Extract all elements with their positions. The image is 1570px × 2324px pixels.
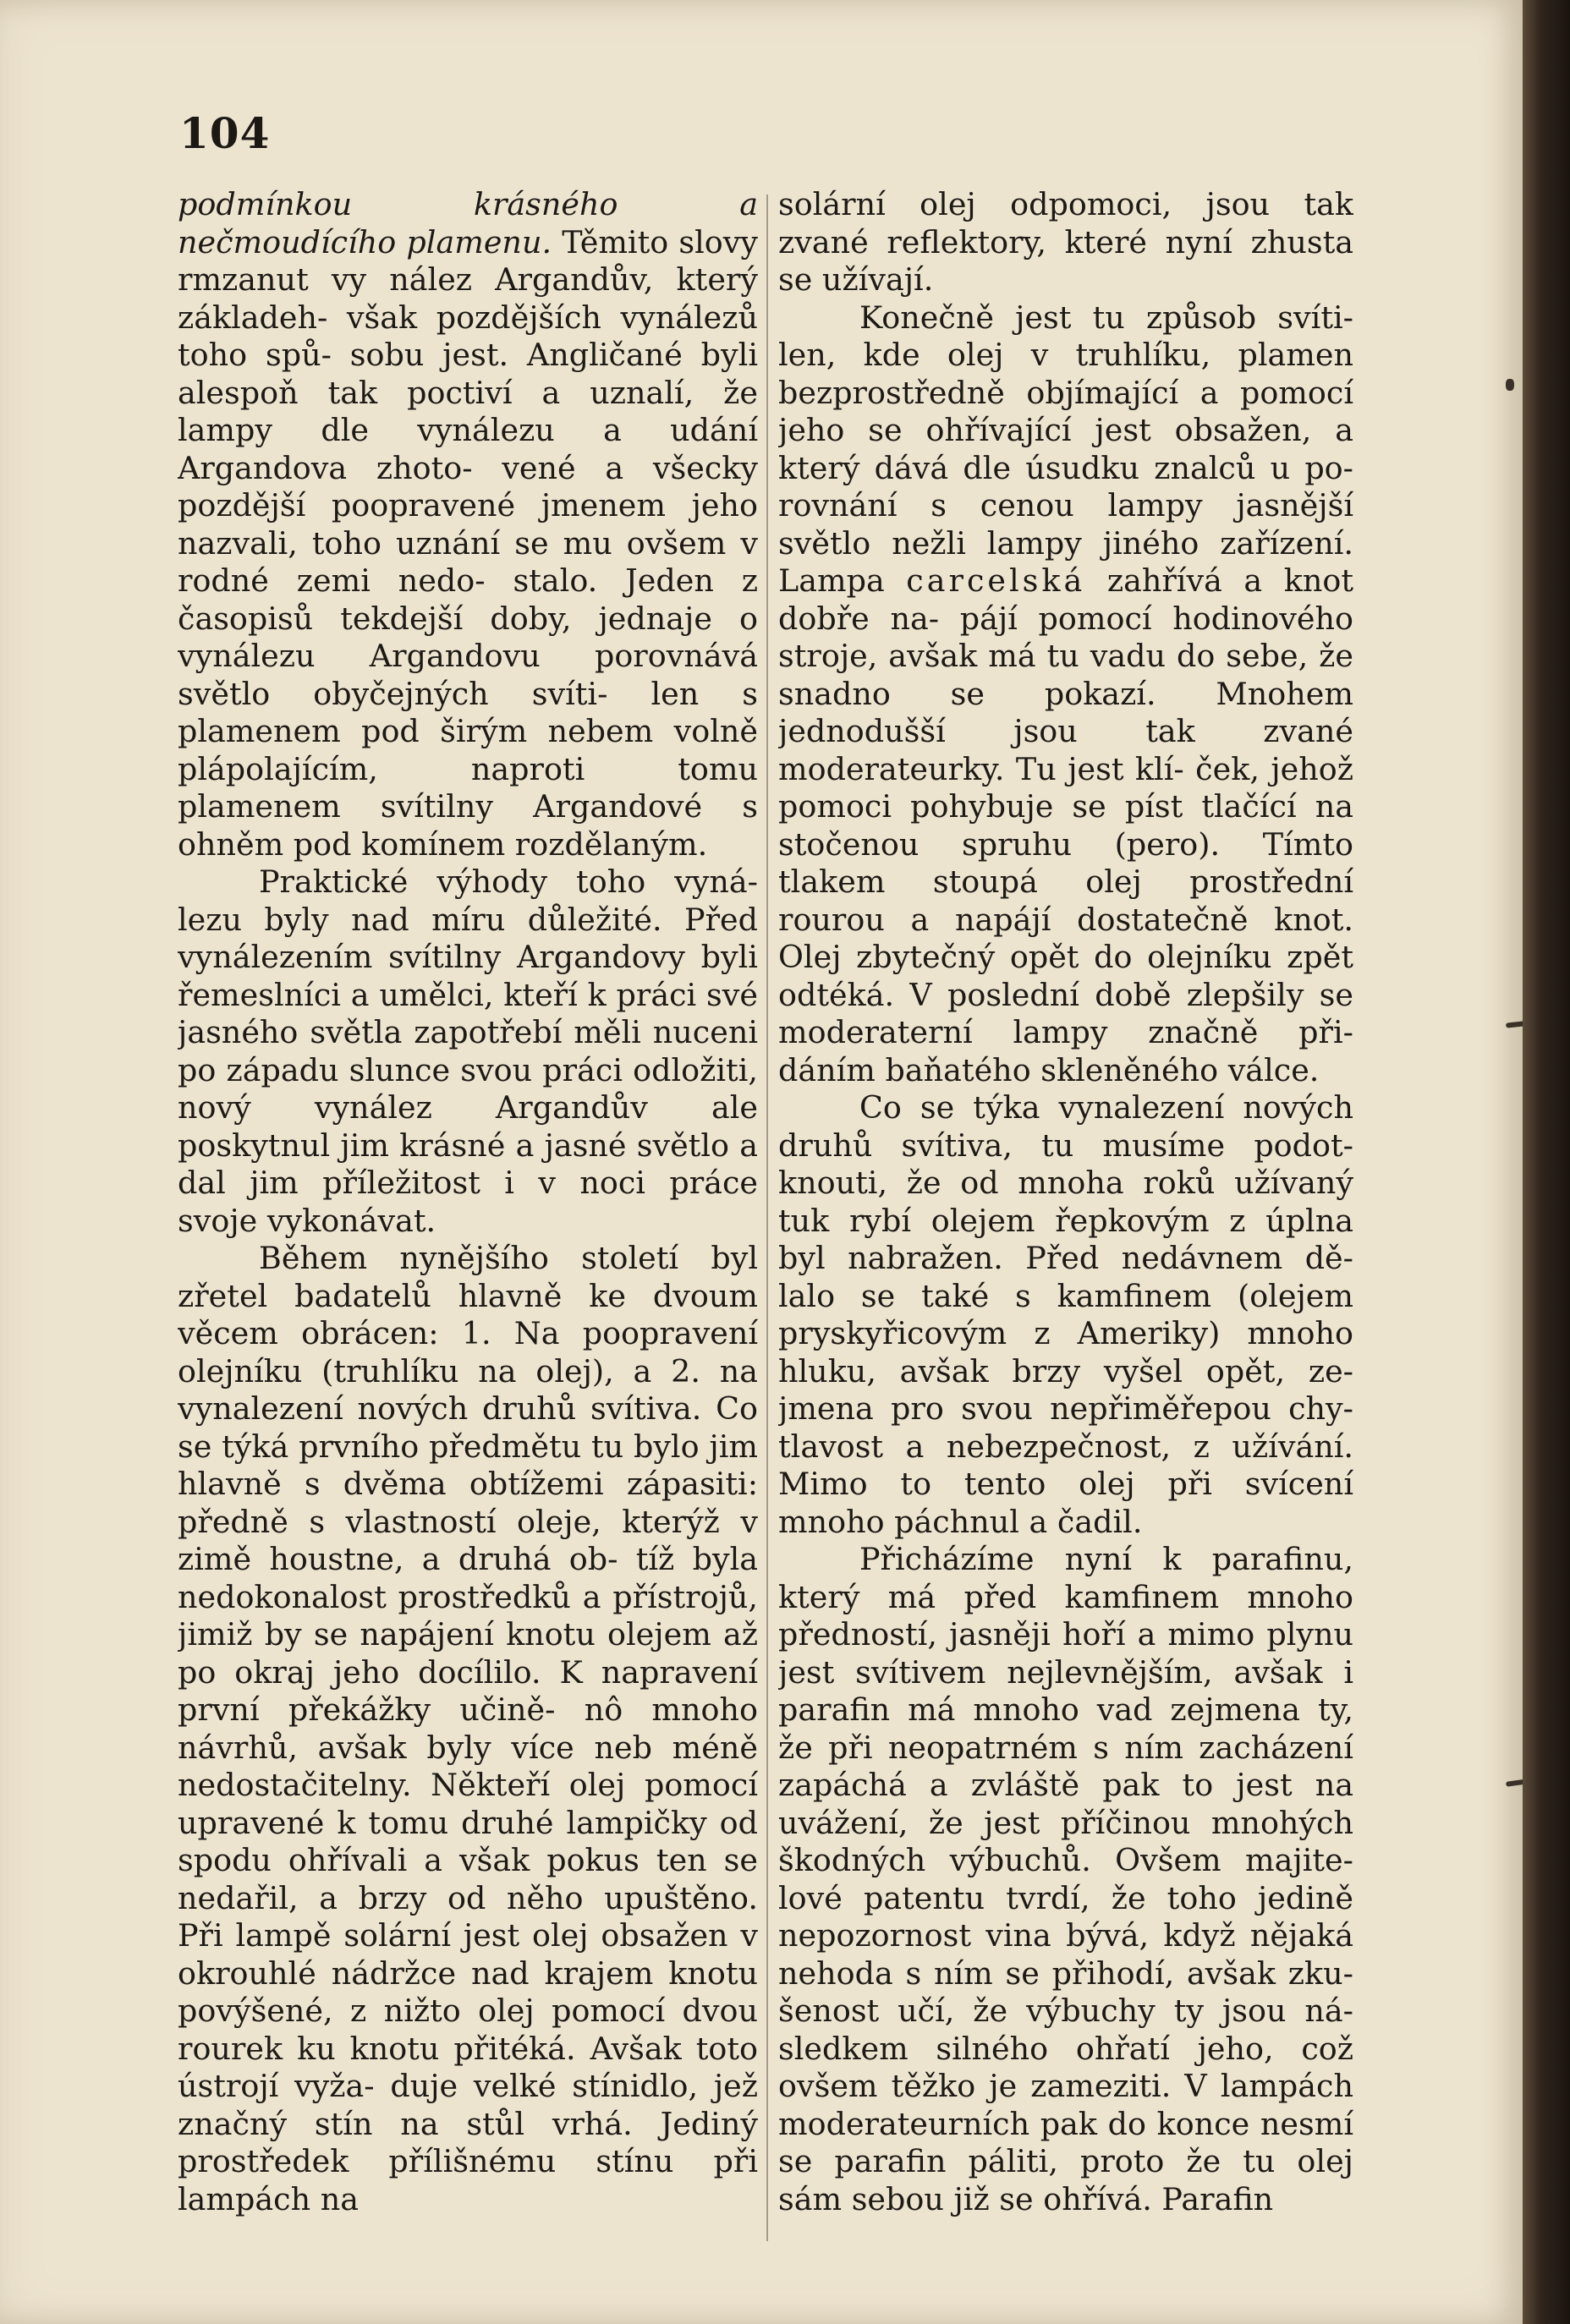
right-paragraph-3: Co se týka vynalezení nových druhů svítiva, tu musíme podot- knouti, že od mnoha roků užívaný tuk rybí olejem řepkovým z úplna byl nabražen. Před nedávnem dě- lalo se také s kamfinem (olejem pryskyřicovým z Ameriky) mnoho hluku, avšak brzy vyšel opět, ze- jmena pro svou nepřiměřepou chy- tlavost a nebezpečnost, z užívání. Mimo to tento olej při svícení mnoho páchnul a čadil.	[778, 1089, 1353, 1540]
right-paragraph-4: Přicházíme nyní k parafinu, který má před kamfinem mnoho předností, jasněji hoří a mimo plynu jest svítivem nejlevnějším, avšak i parafin má mnoho vad zejmena ty, že při neopatrném s ním zacházení zapáchá a zvláště pak to jest na uvážení, že jest příčinou mnohých škodných výbuchů. Ovšem majite- lové patentu tvrdí, že toho jedině nepozornost vina bývá, když nějaká nehoda s ním se přihodí, avšak zku- šenost učí, že výbuchy ty jsou ná- sledkem silného ohřatí jeho, což ovšem těžko je zameziti. V lampách moderateurních pak do konce nesmí se parafin páliti, proto že tu olej sám sebou již se ohřívá. Parafin	[778, 1541, 1353, 2217]
left-paragraph-1	[178, 186, 758, 863]
book-spine-edge	[1523, 0, 1570, 2324]
right-paragraph-1: solární olej odpomoci, jsou tak zvané reflektory, které nyní zhusta se užívají.	[778, 186, 1353, 298]
left-paragraph-3: Během nynějšího století byl zřetel badatelů hlavně ke dvoum věcem obrácen: 1. Na poopravení olejníku (truhlíku na olej), a 2. na vynalezení nových druhů svítiva. Co se týká prvního předmětu tu bylo jim hlavně s dvěma obtížemi zápasiti: předně s vlastností oleje, kterýž v zimě houstne, a druhá ob- tíž byla nedokonalost prostředků a přístrojů, jimiž by se napájení knotu olejem až po okraj jeho docílilo. K napravení první překážky učině- nô mnoho návrhů, avšak byly více neb méně nedostačitelny. Někteří olej pomocí upravené k tomu druhé lampičky od spodu ohřívali a však pokus ten se nedařil, a brzy od něho upuštěno. Při lampě solární jest olej obsažen v okrouhlé nádržce nad krajem knotu povýšené, z nižto olej pomocí dvou rourek ku knotu přitéká. Avšak toto ústrojí vyža- duje velké stínidlo, jež značný stín na stůl vrhá. Jediný prostředek přílišnému stínu při lampách na	[178, 1240, 758, 2217]
left-text-column	[178, 186, 758, 2250]
left-paragraph-1-text: Těmito slovy rmzanut vy nález Argandův, který základeh- však pozdějších vynálezů toho spů- sobu jest. Angličané byli alespoň tak poctiví a uznalí, že lampy dle vynálezu a udání Argandova zhoto- vené a všecky pozdější poopravené jmenem jeho nazvali, toho uznání se mu ovšem v rodné zemi nedo- stalo. Jeden z časopisů tekdejší doby, jednaje o vynálezu Argandovu porovnává světlo obyčejných svíti- len s plamenem pod širým nebem volně plápolajícím, naproti tomu plamenem svítilny Argandové s ohněm pod komínem rozdělaným.	[178, 223, 758, 863]
right-paragraph-2-text-a: Konečně jest tu způsob svíti- len, kde olej v truhlíku, plamen bezprostředně objímající a pomocí jeho se ohřívající jest obsažen, a který dává dle úsudku znalců u po- rovnání s cenou lampy jasnější světlo nežli lampy jiného zařízení. Lampa	[778, 299, 1353, 599]
margin-ink-dot	[1506, 379, 1514, 391]
right-text-column	[778, 186, 1353, 2250]
column-divider	[766, 195, 768, 2241]
right-paragraph-2	[778, 299, 1353, 1090]
margin-ink-mark	[1506, 1773, 1523, 1787]
spaced-term: carcelská	[906, 562, 1086, 599]
italic-opening-phrase: podmínkou krásného a nečmoudícího plamenu.	[178, 186, 758, 260]
right-paragraph-2-text-b: zahřívá a knot dobře na- pájí pomocí hodinového stroje, avšak má tu vadu do sebe, že snadno se pokazí. Mnohem jednodušší jsou tak zvané moderateurky. Tu jest klí- ček, jehož pomoci pohybuje se píst tlačící na stočenou spruhu (pero). Tímto tlakem stoupá olej prostřední rourou a napájí dostatečně knot. Olej zbytečný opět do olejníku zpět odtéká. V poslední době zlepšily se moderaterní lampy značně při- dáním baňatého skleněného válce.	[778, 562, 1353, 1088]
page-number: 104	[179, 108, 271, 158]
margin-ink-mark	[1506, 1017, 1523, 1028]
left-paragraph-2: Praktické výhody toho vyná- lezu byly nad míru důležité. Před vynálezením svítilny Argandovy byli řemeslníci a umělci, kteří k práci své jasného světla zapotřebí měli nuceni po západu slunce svou práci odložiti, nový vynález Argandův ale poskytnul jim krásné a jasné světlo a dal jim příležitost i v noci práce svoje vykonávat.	[178, 863, 758, 1239]
